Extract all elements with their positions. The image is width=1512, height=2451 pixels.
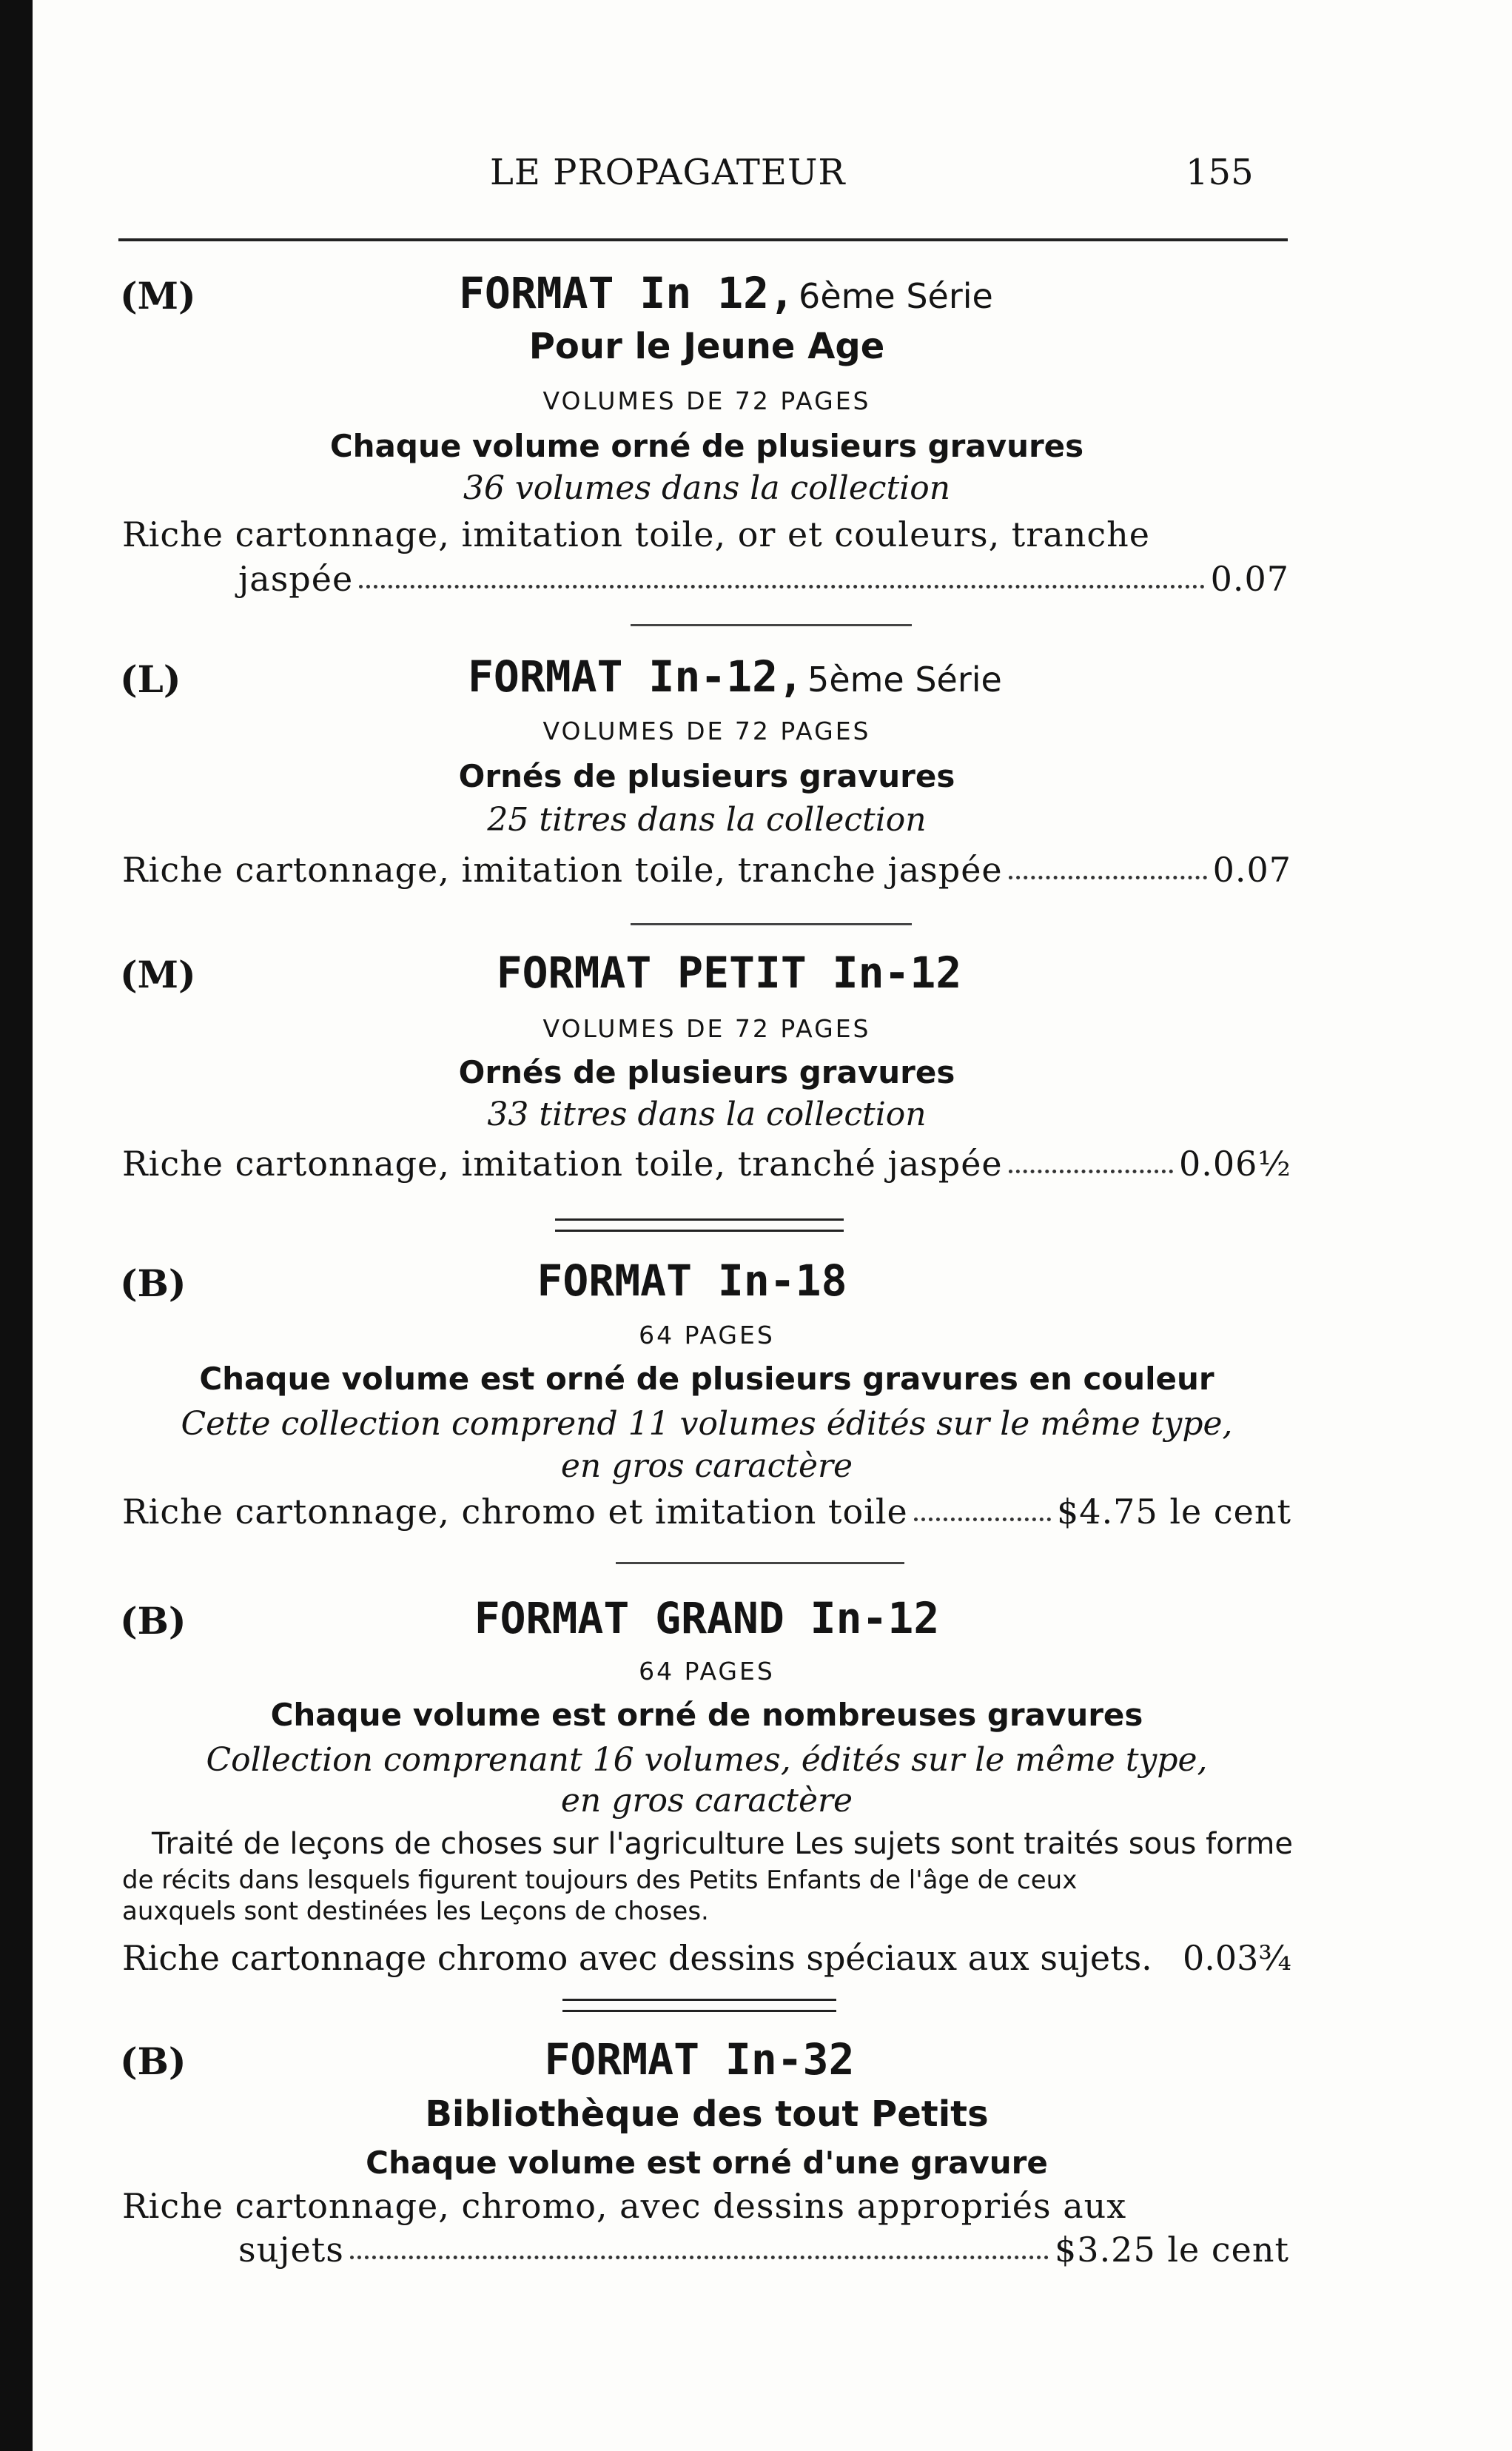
page-binding-edge (0, 0, 33, 2451)
running-head: LE PROPAGATEUR (490, 152, 846, 193)
price-text-end: jaspée (238, 559, 354, 599)
format-title: FORMAT In-18 (537, 1255, 847, 1306)
collection-note-2: en gros caractère (560, 1782, 853, 1820)
section-divider (631, 923, 912, 925)
leader-dots (359, 559, 1204, 589)
description: Chaque volume orné de plusieurs gravures (329, 428, 1084, 464)
description: Chaque volume est orné d'une gravure (366, 2145, 1048, 2181)
section-divider-double (562, 1999, 836, 2012)
subtitle: Pour le Jeune Age (528, 326, 885, 367)
format-title: FORMAT In-12, (468, 651, 804, 702)
section-tag: (L) (120, 657, 181, 701)
section-divider (631, 624, 912, 626)
section-divider (616, 1562, 904, 1564)
section-tag: (M) (120, 953, 196, 996)
collection-count: 36 volumes dans la collection (463, 469, 951, 507)
series-label: 5ème Série (807, 660, 1002, 700)
price: 0.03¾ (1182, 1938, 1291, 1978)
price-text: Riche cartonnage, imitation toile, or et couleurs, tranche (122, 514, 1150, 554)
collection-count: 33 titres dans la collection (487, 1096, 927, 1133)
leader-dots (914, 1492, 1051, 1521)
section-title-row (459, 268, 993, 318)
volumes-line: VOLUMES DE 72 PAGES (542, 386, 871, 415)
format-title: FORMAT GRAND In-12 (474, 1593, 940, 1643)
leader-dots (350, 2230, 1049, 2259)
description: Chaque volume est orné de nombreuses gravures (270, 1697, 1143, 1733)
note-line: auxquels sont destinées les Leçons de choses. (122, 1897, 709, 1926)
note-line: Traité de leçons de choses sur l'agriculture Les sujets sont traités sous forme (152, 1827, 1293, 1861)
price: 0.07 (1212, 850, 1291, 890)
pages-line: 64 PAGES (639, 1321, 775, 1349)
description: Ornés de plusieurs gravures (458, 758, 955, 794)
collection-note-2: en gros caractère (560, 1447, 853, 1485)
description: Ornés de plusieurs gravures (458, 1054, 955, 1090)
leader-dots (1009, 850, 1207, 879)
page-number: 155 (1186, 152, 1254, 193)
section-tag: (B) (120, 2039, 187, 2083)
price-text-end: sujets (238, 2230, 344, 2270)
price-line (238, 559, 1289, 599)
price-line (122, 1938, 1291, 1978)
format-title: FORMAT PETIT In-12 (496, 948, 962, 998)
price-text: Riche cartonnage, imitation toile, tranche jaspée (122, 850, 1003, 890)
description: Chaque volume est orné de plusieurs gravures en couleur (199, 1361, 1214, 1397)
header-rule (118, 238, 1288, 241)
section-tag: (B) (120, 1599, 187, 1643)
price: 0.06½ (1178, 1144, 1291, 1184)
price-text: Riche cartonnage, chromo et imitation toile (122, 1492, 908, 1532)
section-tag: (B) (120, 1261, 187, 1305)
note-line: de récits dans lesquels figurent toujours des Petits Enfants de l'âge de ceux (122, 1865, 1078, 1895)
price-text: Riche cartonnage chromo avec dessins spéciaux aux sujets. (122, 1938, 1152, 1978)
collection-count: 25 titres dans la collection (487, 801, 927, 839)
price: $3.25 le cent (1055, 2230, 1289, 2270)
section-divider-double (555, 1218, 844, 1232)
subtitle: Bibliothèque des tout Petits (425, 2093, 989, 2135)
price-text: Riche cartonnage, imitation toile, tranché jaspée (122, 1144, 1003, 1184)
leader-dots (1009, 1144, 1173, 1173)
price-line (238, 2230, 1289, 2270)
price-line (122, 1492, 1291, 1532)
price-line (122, 1144, 1291, 1184)
volumes-line: VOLUMES DE 72 PAGES (542, 717, 871, 745)
format-title: FORMAT In-32 (544, 2034, 855, 2085)
collection-note: Cette collection comprend 11 volumes édités sur le même type, (181, 1405, 1233, 1443)
volumes-line: VOLUMES DE 72 PAGES (542, 1014, 871, 1043)
price-text: Riche cartonnage, chromo, avec dessins appropriés aux (122, 2186, 1127, 2226)
collection-note: Collection comprenant 16 volumes, édités sur le même type, (206, 1741, 1208, 1779)
price: $4.75 le cent (1057, 1492, 1291, 1532)
price: 0.07 (1210, 559, 1289, 599)
price-line (122, 850, 1291, 890)
pages-line: 64 PAGES (639, 1657, 775, 1686)
section-tag: (M) (120, 274, 196, 318)
series-label: 6ème Série (799, 276, 993, 316)
section-title-row (468, 651, 1002, 702)
format-title: FORMAT In 12, (459, 268, 795, 318)
